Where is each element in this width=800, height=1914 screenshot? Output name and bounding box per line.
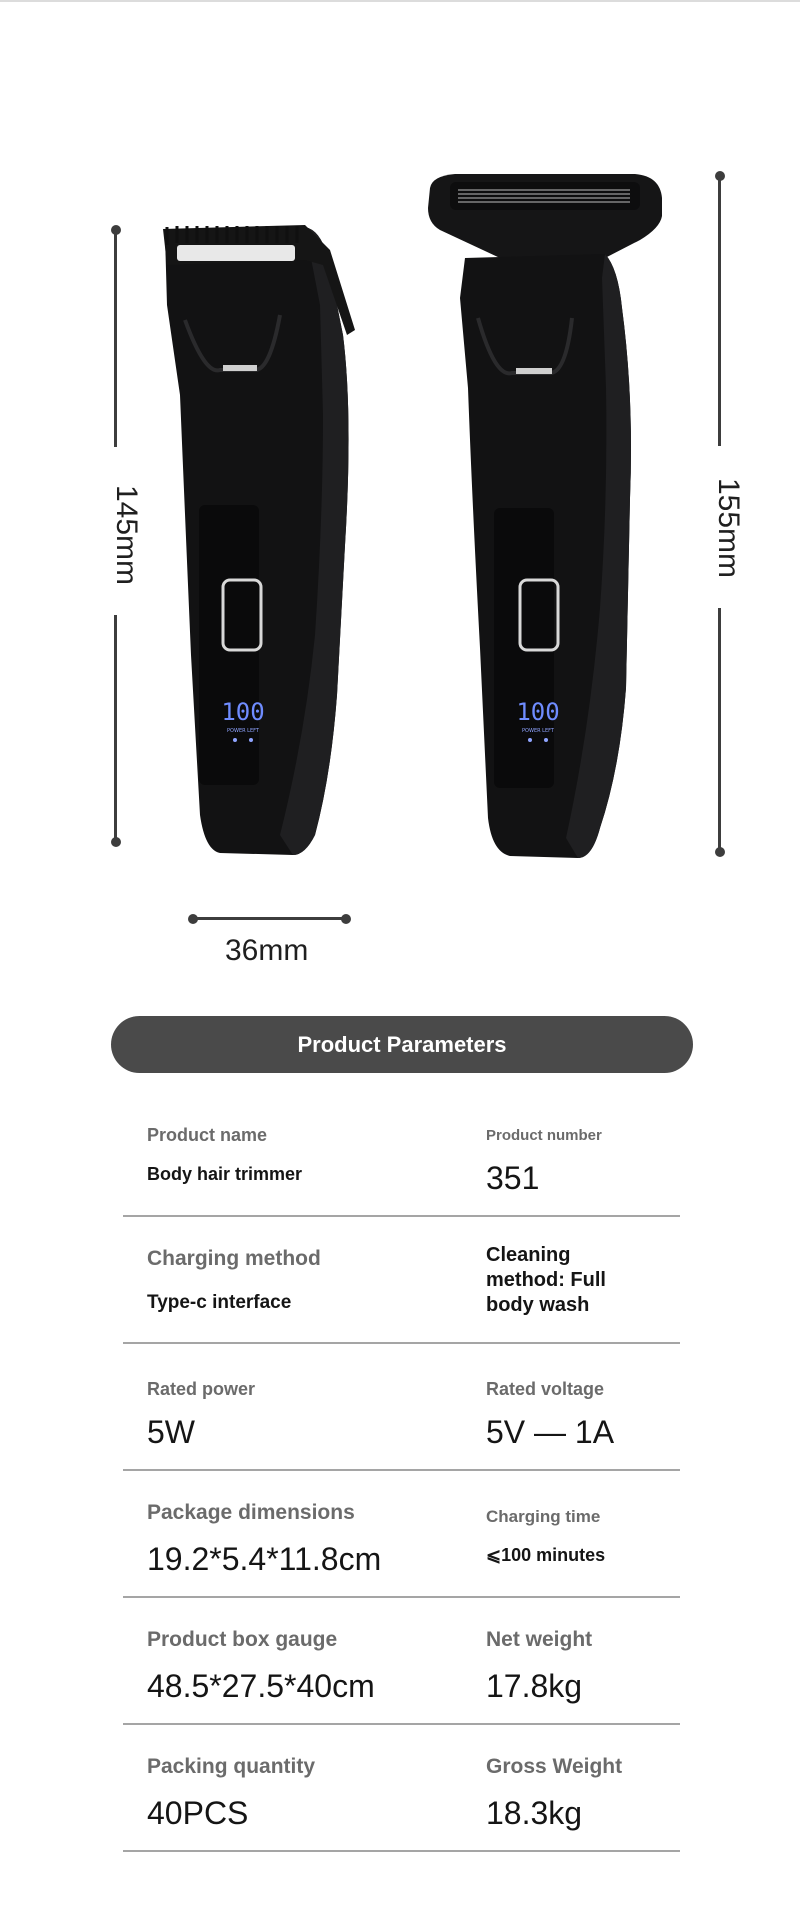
- parameters-title: Product Parameters: [111, 1016, 693, 1073]
- param-label: Product box gauge: [147, 1628, 338, 1651]
- param-value: Type-c interface: [147, 1292, 292, 1313]
- param-value: ⩽100 minutes: [486, 1545, 606, 1565]
- dimension-line: [193, 917, 346, 920]
- param-value: 351: [486, 1160, 540, 1196]
- param-label: Rated power: [147, 1379, 256, 1399]
- param-label: Gross Weight: [486, 1755, 623, 1778]
- param-label: Charging time: [486, 1507, 601, 1526]
- trimmer-with-comb-image: [155, 215, 360, 865]
- parameter-row: [123, 1217, 680, 1344]
- param-value: 5V — 1A: [486, 1414, 615, 1450]
- param-value: 48.5*27.5*40cm: [147, 1668, 375, 1704]
- dimension-endpoint: [341, 914, 351, 924]
- height-label-left: 145mm: [110, 484, 144, 586]
- param-label: Product name: [147, 1125, 268, 1145]
- param-label: Package dimensions: [147, 1501, 355, 1524]
- param-value: Body hair trimmer: [147, 1164, 303, 1184]
- param-label: Rated voltage: [486, 1379, 605, 1399]
- dimension-endpoint: [715, 847, 725, 857]
- top-divider: [0, 0, 800, 2]
- display-caption: POWER LEFT: [227, 728, 259, 734]
- parameter-row: [123, 1471, 680, 1598]
- param-label: Charging method: [147, 1247, 321, 1270]
- parameter-row: [123, 1090, 680, 1217]
- param-label: Product number: [486, 1127, 602, 1144]
- param-value: Cleaning method: Full body wash: [486, 1244, 606, 1316]
- parameter-row: [123, 1344, 680, 1471]
- dimension-line: [718, 608, 721, 852]
- dimension-line: [114, 230, 117, 447]
- battery-display: 100: [516, 698, 560, 726]
- param-label: Net weight: [486, 1628, 593, 1651]
- parameter-row: [123, 1598, 680, 1725]
- param-value: 18.3kg: [486, 1795, 583, 1831]
- param-label: Packing quantity: [147, 1755, 316, 1778]
- parameter-row: [123, 1725, 680, 1852]
- dimension-endpoint: [111, 837, 121, 847]
- param-value: 17.8kg: [486, 1668, 583, 1704]
- height-label-right: 155mm: [712, 477, 746, 579]
- dimension-line: [718, 176, 721, 446]
- battery-display: 100: [221, 698, 265, 726]
- param-value: 19.2*5.4*11.8cm: [147, 1541, 382, 1577]
- width-label: 36mm: [225, 934, 309, 967]
- dimension-line: [114, 615, 117, 842]
- parameters-table: [123, 1090, 680, 1852]
- display-caption: POWER LEFT: [522, 728, 554, 734]
- param-value: 40PCS: [147, 1795, 249, 1831]
- param-value: 5W: [147, 1414, 195, 1450]
- trimmer-with-foil-head-image: [420, 168, 670, 868]
